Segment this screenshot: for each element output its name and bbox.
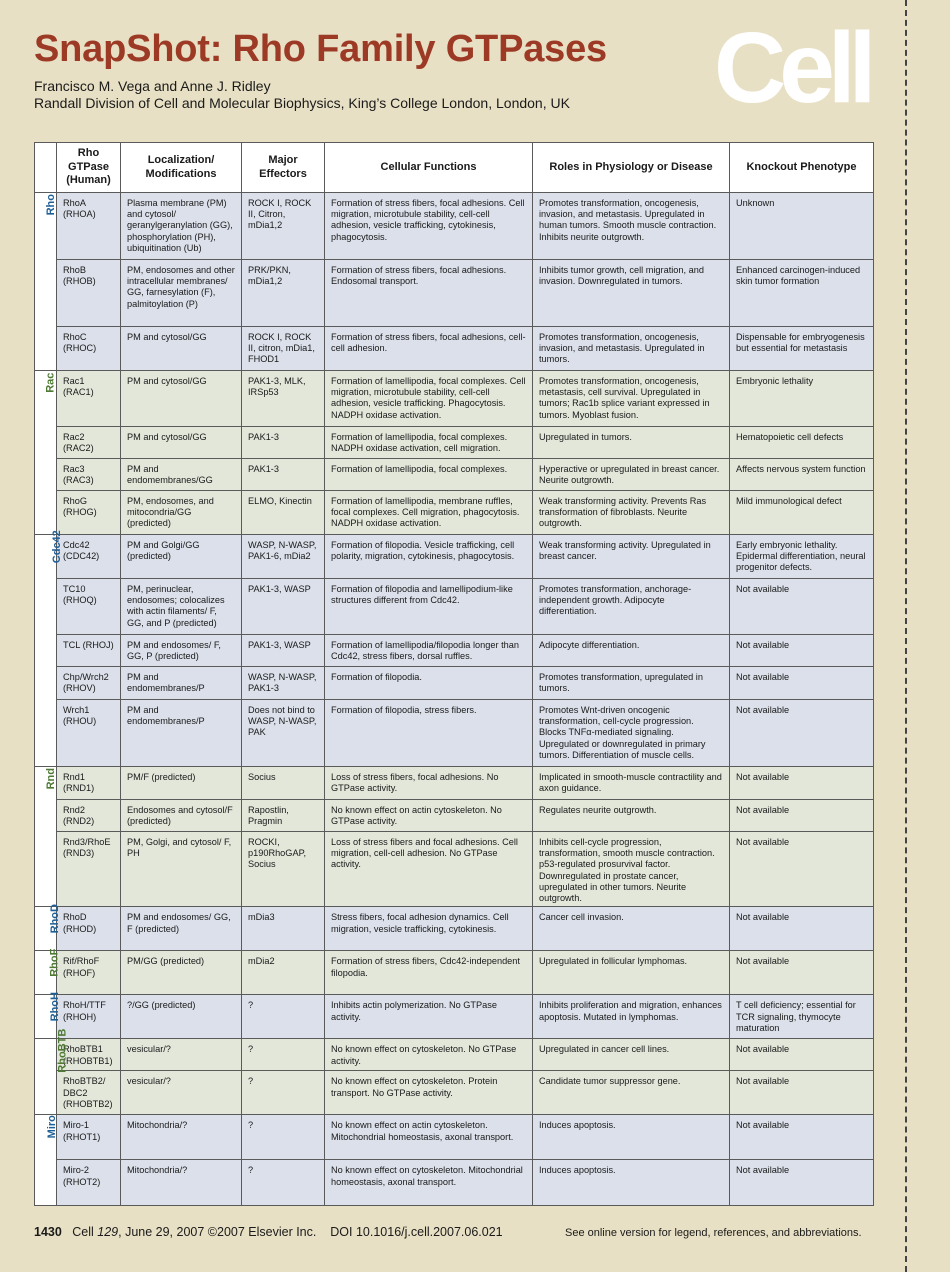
knockout-cell: Not available — [730, 1071, 874, 1115]
localization-cell: ?/GG (predicted) — [121, 995, 242, 1039]
family-label: RhoF — [48, 948, 61, 978]
localization-cell: vesicular/? — [121, 1039, 242, 1071]
table-row — [35, 427, 874, 459]
localization-cell: PM and cytosol/GG — [121, 327, 242, 371]
roles-cell: Promotes transformation, oncogenesis, invasion, and metastasis. Upregulated in human tumors. Smooth muscle contraction. Inhibits neurite outgrowth. — [533, 193, 730, 260]
gtpase-table — [34, 142, 874, 1206]
functions-cell: Formation of lamellipodia/filopodia longer than Cdc42, stress fibers, dorsal ruffles. — [325, 635, 533, 667]
gtpase-cell: Rac1 (RAC1) — [57, 371, 121, 427]
knockout-cell: Not available — [730, 1160, 874, 1206]
effectors-cell: ROCKI, p190RhoGAP, Socius — [242, 832, 325, 907]
effectors-cell: WASP, N-WASP, PAK1-3 — [242, 667, 325, 700]
knockout-cell: Unknown — [730, 193, 874, 260]
functions-cell: Stress fibers, focal adhesion dynamics. Cell migration, vesicle trafficking, cytokinesis. — [325, 907, 533, 951]
functions-cell: Formation of stress fibers, focal adhesions. Cell migration, microtubule stability, cell-cell adhesion, vesicle trafficking, cytokinesis, phagocytosis. — [325, 193, 533, 260]
localization-cell: PM, Golgi, and cytosol/ F, PH — [121, 832, 242, 907]
effectors-cell: PAK1-3 — [242, 427, 325, 459]
header-row — [35, 143, 874, 193]
functions-cell: Formation of filopodia and lamellipodium-like structures different from Cdc42. — [325, 579, 533, 635]
roles-cell: Weak transforming activity. Prevents Ras transformation of fibroblasts. Neurite outgrowth. — [533, 491, 730, 535]
effectors-cell: mDia3 — [242, 907, 325, 951]
localization-cell: PM and Golgi/GG (predicted) — [121, 535, 242, 579]
table-row — [35, 995, 874, 1039]
effectors-cell: ROCK I, ROCK II, Citron, mDia1,2 — [242, 193, 325, 260]
table-row — [35, 907, 874, 951]
gtpase-cell: RhoA (RHOA) — [57, 193, 121, 260]
roles-cell: Upregulated in cancer cell lines. — [533, 1039, 730, 1071]
roles-cell: Promotes transformation, anchorage-independent growth. Adipocyte differentiation. — [533, 579, 730, 635]
effectors-cell: PAK1-3 — [242, 459, 325, 491]
header-family — [35, 143, 57, 193]
roles-cell: Promotes Wnt-driven oncogenic transformation, cell-cycle progression. Blocks TNFα-mediated signaling. Upregulated or downregulated in primary tumors. Differentiation of muscle cells. — [533, 700, 730, 767]
functions-cell: Formation of stress fibers, Cdc42-independent filopodia. — [325, 951, 533, 995]
effectors-cell: ? — [242, 1071, 325, 1115]
functions-cell: Formation of lamellipodia, membrane ruffles, focal complexes. Cell migration, phagocytosis. NADPH oxidase activation. — [325, 491, 533, 535]
knockout-cell: Embryonic lethality — [730, 371, 874, 427]
knockout-cell: Early embryonic lethality. Epidermal differentiation, neural progenitor defects. — [730, 535, 874, 579]
effectors-cell: Does not bind to WASP, N-WASP, PAK — [242, 700, 325, 767]
effectors-cell: PAK1-3, MLK, IRSp53 — [242, 371, 325, 427]
roles-cell: Induces apoptosis. — [533, 1160, 730, 1206]
functions-cell: Formation of lamellipodia, focal complexes. Cell migration, microtubule stability, cell-cell adhesion, vesicle trafficking. Phagocytosis. NADPH oxidase activation. — [325, 371, 533, 427]
gtpase-cell: Rnd2 (RND2) — [57, 800, 121, 832]
knockout-cell: Not available — [730, 832, 874, 907]
footer-citation — [34, 1225, 503, 1239]
roles-cell: Inhibits proliferation and migration, enhances apoptosis. Mutated in lymphomas. — [533, 995, 730, 1039]
table-row — [35, 491, 874, 535]
family-cell — [35, 904, 61, 951]
family-cell — [35, 948, 61, 995]
functions-cell: Inhibits actin polymerization. No GTPase activity. — [325, 995, 533, 1039]
journal-volume: 129 — [97, 1225, 119, 1239]
family-label: RhoH — [48, 992, 61, 1022]
table-row — [35, 767, 874, 800]
roles-cell: Candidate tumor suppressor gene. — [533, 1071, 730, 1115]
roles-cell: Upregulated in tumors. — [533, 427, 730, 459]
localization-cell: Plasma membrane (PM) and cytosol/ geranylgeranylation (GG), phosphorylation (PH), ubiquitination (Ub) — [121, 193, 242, 260]
roles-cell: Regulates neurite outgrowth. — [533, 800, 730, 832]
localization-cell: PM, endosomes and other intracellular membranes/ GG, farnesylation (F), palmitoylation (P) — [121, 260, 242, 327]
functions-cell: No known effect on cytoskeleton. Mitochondrial homeostasis, axonal transport. — [325, 1160, 533, 1206]
gtpase-cell: RhoB (RHOB) — [57, 260, 121, 327]
functions-cell: Formation of filopodia. — [325, 667, 533, 700]
table-row — [35, 700, 874, 767]
doi: DOI 10.1016/j.cell.2007.06.021 — [330, 1225, 503, 1239]
authors: Francisco M. Vega and Anne J. Ridley — [34, 78, 271, 94]
localization-cell: Endosomes and cytosol/F (predicted) — [121, 800, 242, 832]
localization-cell: PM/GG (predicted) — [121, 951, 242, 995]
effectors-cell: PRK/PKN, mDia1,2 — [242, 260, 325, 327]
knockout-cell: Not available — [730, 951, 874, 995]
effectors-cell: PAK1-3, WASP — [242, 579, 325, 635]
roles-cell: Promotes transformation, oncogenesis, invasion, and metastasis. Upregulated in tumors. — [533, 327, 730, 371]
effectors-cell: mDia2 — [242, 951, 325, 995]
functions-cell: Formation of stress fibers, focal adhesions, cell-cell adhesion. — [325, 327, 533, 371]
family-label: Rho — [44, 194, 57, 216]
family-label: RhoBTB — [56, 1029, 69, 1074]
functions-cell: Loss of stress fibers, focal adhesions. No GTPase activity. — [325, 767, 533, 800]
gtpase-cell: TC10 (RHOQ) — [57, 579, 121, 635]
localization-cell: PM and cytosol/GG — [121, 371, 242, 427]
localization-cell: vesicular/? — [121, 1071, 242, 1115]
header-localization: Localization/ Modifications — [121, 143, 242, 193]
knockout-cell: Affects nervous system function — [730, 459, 874, 491]
knockout-cell: Hematopoietic cell defects — [730, 427, 874, 459]
header-functions: Cellular Functions — [325, 143, 533, 193]
page-number: 1430 — [34, 1225, 62, 1239]
knockout-cell: Mild immunological defect — [730, 491, 874, 535]
effectors-cell: ? — [242, 1115, 325, 1160]
header-effectors: Major Effectors — [242, 143, 325, 193]
family-cell — [35, 193, 57, 371]
knockout-cell: Not available — [730, 700, 874, 767]
roles-cell: Cancer cell invasion. — [533, 907, 730, 951]
gtpase-cell: Cdc42 (CDC42) — [57, 535, 121, 579]
roles-cell: Promotes transformation, upregulated in tumors. — [533, 667, 730, 700]
localization-cell: PM and endosomes/ GG, F (predicted) — [121, 907, 242, 951]
gtpase-cell: RhoH/TTF (RHOH) — [57, 995, 121, 1039]
effectors-cell: PAK1-3, WASP — [242, 635, 325, 667]
affiliation: Randall Division of Cell and Molecular Biophysics, King’s College London, London, UK — [34, 95, 570, 111]
functions-cell: Formation of stress fibers, focal adhesions. Endosomal transport. — [325, 260, 533, 327]
cut-line — [905, 0, 907, 1272]
effectors-cell: Socius — [242, 767, 325, 800]
roles-cell: Inhibits tumor growth, cell migration, and invasion. Downregulated in tumors. — [533, 260, 730, 327]
cell-logo: Cell — [714, 12, 870, 124]
gtpase-cell: Wrch1 (RHOU) — [57, 700, 121, 767]
knockout-cell: Enhanced carcinogen-induced skin tumor formation — [730, 260, 874, 327]
localization-cell: PM and endosomes/ F, GG, P (predicted) — [121, 635, 242, 667]
roles-cell: Adipocyte differentiation. — [533, 635, 730, 667]
roles-cell: Induces apoptosis. — [533, 1115, 730, 1160]
functions-cell: Formation of lamellipodia, focal complexes. — [325, 459, 533, 491]
gtpase-cell: Miro-1 (RHOT1) — [57, 1115, 121, 1160]
effectors-cell: ? — [242, 995, 325, 1039]
knockout-cell: Dispensable for embryogenesis but essential for metastasis — [730, 327, 874, 371]
knockout-cell: Not available — [730, 635, 874, 667]
family-label: Cdc42 — [50, 530, 63, 564]
table-row — [35, 800, 874, 832]
gtpase-cell: Miro-2 (RHOT2) — [57, 1160, 121, 1206]
table-row — [35, 260, 874, 327]
page-title: SnapShot: Rho Family GTPases — [34, 28, 607, 70]
gtpase-cell: RhoG (RHOG) — [57, 491, 121, 535]
roles-cell: Implicated in smooth-muscle contractility and axon guidance. — [533, 767, 730, 800]
gtpase-cell: TCL (RHOJ) — [57, 635, 121, 667]
gtpase-cell: Rac3 (RAC3) — [57, 459, 121, 491]
table-row — [35, 951, 874, 995]
table-row — [35, 579, 874, 635]
functions-cell: No known effect on cytoskeleton. No GTPase activity. — [325, 1039, 533, 1071]
effectors-cell: ELMO, Kinectin — [242, 491, 325, 535]
gtpase-cell: RhoD (RHOD) — [57, 907, 121, 951]
family-cell — [35, 530, 63, 767]
table-row — [35, 371, 874, 427]
effectors-cell: WASP, N-WASP, PAK1-6, mDia2 — [242, 535, 325, 579]
gtpase-cell: Chp/Wrch2 (RHOV) — [57, 667, 121, 700]
gtpase-cell: Rnd1 (RND1) — [57, 767, 121, 800]
family-cell — [35, 992, 61, 1039]
table-row — [35, 1160, 874, 1206]
functions-cell: No known effect on cytoskeleton. Protein transport. No GTPase activity. — [325, 1071, 533, 1115]
gtpase-cell: RhoBTB2/ DBC2 (RHOBTB2) — [57, 1071, 121, 1115]
functions-cell: Formation of filopodia, stress fibers. — [325, 700, 533, 767]
header-gtpase: Rho GTPase (Human) — [57, 143, 121, 193]
localization-cell: PM and cytosol/GG — [121, 427, 242, 459]
family-cell — [35, 767, 57, 907]
table-row — [35, 193, 874, 260]
functions-cell: No known effect on actin cytoskeleton. No GTPase activity. — [325, 800, 533, 832]
table-row — [35, 1039, 874, 1071]
family-label: Miro — [45, 1115, 58, 1139]
functions-cell: No known effect on actin cytoskeleton. Mitochondrial homeostasis, axonal transport. — [325, 1115, 533, 1160]
footer-note: See online version for legend, references, and abbreviations. — [565, 1227, 862, 1239]
gtpase-cell: Rif/RhoF (RHOF) — [57, 951, 121, 995]
knockout-cell: T cell deficiency; essential for TCR signaling, thymocyte maturation — [730, 995, 874, 1039]
table-row — [35, 327, 874, 371]
knockout-cell: Not available — [730, 579, 874, 635]
table-row — [35, 459, 874, 491]
gtpase-cell: Rnd3/RhoE (RND3) — [57, 832, 121, 907]
gtpase-cell: RhoC (RHOC) — [57, 327, 121, 371]
table-row — [35, 1115, 874, 1160]
functions-cell: Formation of lamellipodia, focal complexes. NADPH oxidase activation, cell migration. — [325, 427, 533, 459]
localization-cell: PM and endomembranes/GG — [121, 459, 242, 491]
family-label: RhoD — [48, 904, 61, 934]
table-body — [35, 193, 874, 1206]
journal-name: Cell — [72, 1225, 94, 1239]
family-label: Rnd — [44, 768, 57, 790]
family-cell — [35, 1029, 69, 1115]
citation-date: , June 29, 2007 ©2007 Elsevier Inc. — [118, 1225, 317, 1239]
effectors-cell: ? — [242, 1039, 325, 1071]
roles-cell: Upregulated in follicular lymphomas. — [533, 951, 730, 995]
table-row — [35, 667, 874, 700]
gtpase-cell: RhoBTB1 (RHOBTB1) — [57, 1039, 121, 1071]
effectors-cell: Rapostlin, Pragmin — [242, 800, 325, 832]
knockout-cell: Not available — [730, 800, 874, 832]
header-knockout: Knockout Phenotype — [730, 143, 874, 193]
roles-cell: Inhibits cell-cycle progression, transformation, smooth muscle contraction. p53-regulated prosurvival factor. Downregulated in prostate cancer, upregulated in other tumors. Neurite outgrowth. — [533, 832, 730, 907]
localization-cell: Mitochondria/? — [121, 1160, 242, 1206]
table-row — [35, 832, 874, 907]
functions-cell: Loss of stress fibers and focal adhesions. Cell migration, cell-cell adhesion. No GTPase activity. — [325, 832, 533, 907]
family-label: Rac — [44, 372, 57, 393]
gtpase-cell: Rac2 (RAC2) — [57, 427, 121, 459]
roles-cell: Weak transforming activity. Upregulated in breast cancer. — [533, 535, 730, 579]
localization-cell: PM/F (predicted) — [121, 767, 242, 800]
family-cell — [35, 1115, 57, 1206]
effectors-cell: ? — [242, 1160, 325, 1206]
localization-cell: PM, perinuclear, endosomes; colocalizes with actin filaments/ F, GG, and P (predicted) — [121, 579, 242, 635]
table-row — [35, 535, 874, 579]
knockout-cell: Not available — [730, 1039, 874, 1071]
table-row — [35, 635, 874, 667]
localization-cell: PM and endomembranes/P — [121, 667, 242, 700]
roles-cell: Hyperactive or upregulated in breast cancer. Neurite outgrowth. — [533, 459, 730, 491]
header-roles: Roles in Physiology or Disease — [533, 143, 730, 193]
roles-cell: Promotes transformation, oncogenesis, metastasis, cell survival. Upregulated in tumors; Rac1b splice variant expressed in tumors. Myoblast fusion. — [533, 371, 730, 427]
knockout-cell: Not available — [730, 767, 874, 800]
table-row — [35, 1071, 874, 1115]
knockout-cell: Not available — [730, 1115, 874, 1160]
functions-cell: Formation of filopodia. Vesicle trafficking, cell polarity, migration, cytokinesis, phagocytosis. — [325, 535, 533, 579]
localization-cell: PM, endosomes, and mitocondria/GG (predicted) — [121, 491, 242, 535]
knockout-cell: Not available — [730, 907, 874, 951]
knockout-cell: Not available — [730, 667, 874, 700]
localization-cell: PM and endomembranes/P — [121, 700, 242, 767]
family-cell — [35, 371, 57, 535]
effectors-cell: ROCK I, ROCK II, citron, mDia1, FHOD1 — [242, 327, 325, 371]
localization-cell: Mitochondria/? — [121, 1115, 242, 1160]
